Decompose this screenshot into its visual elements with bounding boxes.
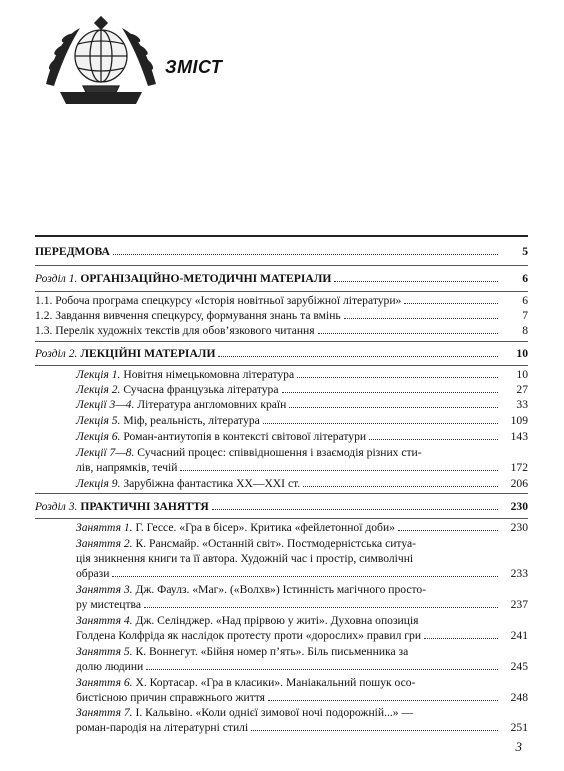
lesson-prefix: Заняття 7.: [76, 706, 133, 719]
dot-leader: [263, 423, 498, 424]
toc-label: Г. Гессе. «Гра в бісер». Критика «фейлетонної доби»: [135, 521, 395, 534]
dot-leader: [344, 318, 498, 319]
dot-leader: [303, 486, 498, 487]
dot-leader: [144, 607, 498, 608]
toc-page: 7: [522, 309, 528, 322]
toc-page: 248: [510, 691, 528, 704]
toc-label: Дж. Фаулз. «Маг». («Волхв») Істинність магічного просто-: [135, 583, 427, 596]
toc-entry-preface: [35, 245, 528, 259]
toc-label: Х. Кортасар. «Гра в класики». Маніакальний пошук осо-: [135, 676, 416, 689]
toc-label-continued: образи: [76, 567, 110, 580]
toc-page: 33: [516, 398, 528, 411]
lecture-prefix: Лекція 1.: [76, 368, 121, 381]
dot-leader: [297, 377, 498, 378]
dot-leader: [289, 407, 498, 408]
lesson-prefix: Заняття 1.: [76, 521, 133, 534]
toc-entry: [76, 721, 528, 735]
toc-label: Дж. Селінджер. «Над прірвою у житі». Духовна опозиція: [135, 614, 419, 627]
toc-entry-line: [76, 583, 426, 597]
toc-entry-line: [76, 645, 408, 659]
toc-label: ОРГАНІЗАЦІЙНО-МЕТОДИЧНІ МАТЕРІАЛИ: [80, 272, 332, 285]
toc-label: ПРАКТИЧНІ ЗАНЯТТЯ: [80, 500, 209, 513]
toc-entry: [35, 324, 528, 338]
toc-page: 10: [516, 368, 528, 381]
toc-label-continued: ру мистецтва: [76, 598, 141, 611]
toc-entry-section-1: [35, 272, 528, 286]
toc-entry-line: ція зникнення книги та її автора. Художній час і простір, символічні: [76, 552, 414, 565]
toc-page: 245: [510, 660, 528, 673]
lecture-prefix: Лекція 6.: [76, 430, 121, 443]
toc-entry-line: [76, 706, 413, 720]
toc-label: І. Кальвіно. «Коли однієї зимової ночі подорожній...» —: [135, 706, 414, 719]
toc-entry: [76, 629, 528, 643]
lesson-prefix: Заняття 2.: [76, 537, 133, 550]
toc-label: Новітня німецькомовна література: [123, 368, 295, 381]
toc-page: 233: [510, 567, 528, 580]
toc-label: К. Воннегут. «Бійня номер п’ять». Біль письменника за: [135, 645, 409, 658]
dot-leader: [282, 392, 498, 393]
toc-page: 230: [510, 521, 528, 534]
toc-page: 251: [510, 721, 528, 734]
lecture-prefix: Лекція 9.: [76, 477, 121, 490]
toc-label-continued: бистісною причин справжнього життя: [76, 691, 266, 704]
toc-entry: [76, 477, 528, 491]
divider: [35, 265, 528, 266]
toc-label: Роман-антиутопія в контексті світової літератури: [123, 430, 367, 443]
dot-leader: [251, 730, 498, 731]
section-prefix: Розділ 1.: [35, 272, 78, 285]
toc-label-continued: Голдена Колфріда як наслідок протесту проти «дорослих» правил гри: [76, 629, 422, 642]
toc-label: Сучасний процес: співвідношення і взаємодія різних сти-: [137, 446, 422, 459]
toc-entry: [76, 398, 528, 412]
lesson-prefix: Заняття 4.: [76, 614, 133, 627]
dot-leader: [112, 576, 498, 577]
toc-entry: [76, 598, 528, 612]
lesson-prefix: Заняття 5.: [76, 645, 133, 658]
toc-label: Міф, реальність, література: [123, 414, 260, 427]
toc-label: 1.2. Завдання вивчення спецкурсу, формування знань та вмінь: [35, 309, 341, 322]
toc-entry: [35, 309, 528, 323]
lesson-prefix: Заняття 3.: [76, 583, 133, 596]
toc-label: ПЕРЕДМОВА: [35, 245, 110, 258]
toc-label-continued: роман-пародія на літературні стилі: [76, 721, 249, 734]
dot-leader: [218, 356, 498, 357]
lecture-prefix: Лекція 5.: [76, 414, 121, 427]
toc-page: 206: [510, 477, 528, 490]
dot-leader: [146, 669, 498, 670]
toc-label-continued: долю людини: [76, 660, 144, 673]
toc-page: 6: [522, 272, 528, 285]
page-title: ЗМІСТ: [165, 57, 223, 77]
dot-leader: [424, 638, 498, 639]
toc-label: 1.1. Робоча програма спецкурсу «Історія новітньої зарубіжної літератури»: [35, 294, 402, 307]
page-number: 3: [515, 739, 522, 754]
dot-leader: [404, 303, 498, 304]
lecture-prefix: Лекція 2.: [76, 383, 121, 396]
toc-label: ЛЕКЦІЙНІ МАТЕРІАЛИ: [80, 347, 216, 360]
toc-entry: [76, 368, 528, 382]
toc-page: 5: [522, 245, 528, 258]
toc-entry-line: [76, 614, 419, 628]
toc-page: 27: [516, 383, 528, 396]
toc-entry: [76, 567, 528, 581]
divider: [35, 341, 528, 342]
toc-entry-section-2: [35, 347, 528, 361]
section-prefix: Розділ 3.: [35, 500, 78, 513]
divider: [35, 365, 528, 366]
toc-page: 6: [522, 294, 528, 307]
lecture-prefix: Лекції 3—4.: [76, 398, 135, 411]
toc-entry: [76, 430, 528, 444]
toc-page: 241: [510, 629, 528, 642]
dot-leader: [268, 700, 498, 701]
dot-leader: [398, 530, 498, 531]
lesson-prefix: Заняття 6.: [76, 676, 133, 689]
toc-page: 230: [510, 500, 528, 513]
dot-leader: [318, 333, 498, 334]
dot-leader: [113, 254, 498, 255]
divider: [35, 291, 528, 292]
lecture-prefix: Лекції 7—8.: [76, 446, 135, 459]
dot-leader: [369, 439, 498, 440]
toc-entry: [35, 294, 528, 308]
dot-leader: [180, 470, 498, 471]
toc-entry: [76, 691, 528, 705]
toc-label: К. Рансмайр. «Останній світ». Постмодерністська ситуа-: [135, 537, 416, 550]
toc-entry: [76, 521, 528, 535]
divider: [35, 518, 528, 519]
toc-entry-section-3: [35, 500, 528, 514]
toc-page: 143: [510, 430, 528, 443]
toc-page: 237: [510, 598, 528, 611]
toc-entry-line: [76, 446, 422, 460]
toc-label-continued: лів, напрямків, течій: [76, 461, 178, 474]
toc-label: Зарубіжна фантастика XX—XXI ст.: [123, 477, 301, 490]
toc-page: 8: [522, 324, 528, 337]
toc-label: 1.3. Перелік художніх текстів для обов’язкового читання: [35, 324, 315, 337]
toc-entry: [76, 461, 528, 475]
toc-page: 109: [510, 414, 528, 427]
toc-entry: [76, 414, 528, 428]
toc-entry-line: [76, 537, 416, 551]
dot-leader: [334, 281, 498, 282]
section-prefix: Розділ 2.: [35, 347, 78, 360]
toc-page: 172: [510, 461, 528, 474]
toc-page: 10: [516, 347, 528, 360]
toc-entry: [76, 383, 528, 397]
toc-entry-line: [76, 676, 415, 690]
toc-label: Література англомовних країн: [137, 398, 287, 411]
toc-entry: [76, 660, 528, 674]
divider: [35, 235, 528, 237]
toc-label: Сучасна французька література: [123, 383, 279, 396]
dot-leader: [212, 509, 498, 510]
globe-emblem-icon: [40, 14, 162, 112]
divider: [35, 493, 528, 494]
